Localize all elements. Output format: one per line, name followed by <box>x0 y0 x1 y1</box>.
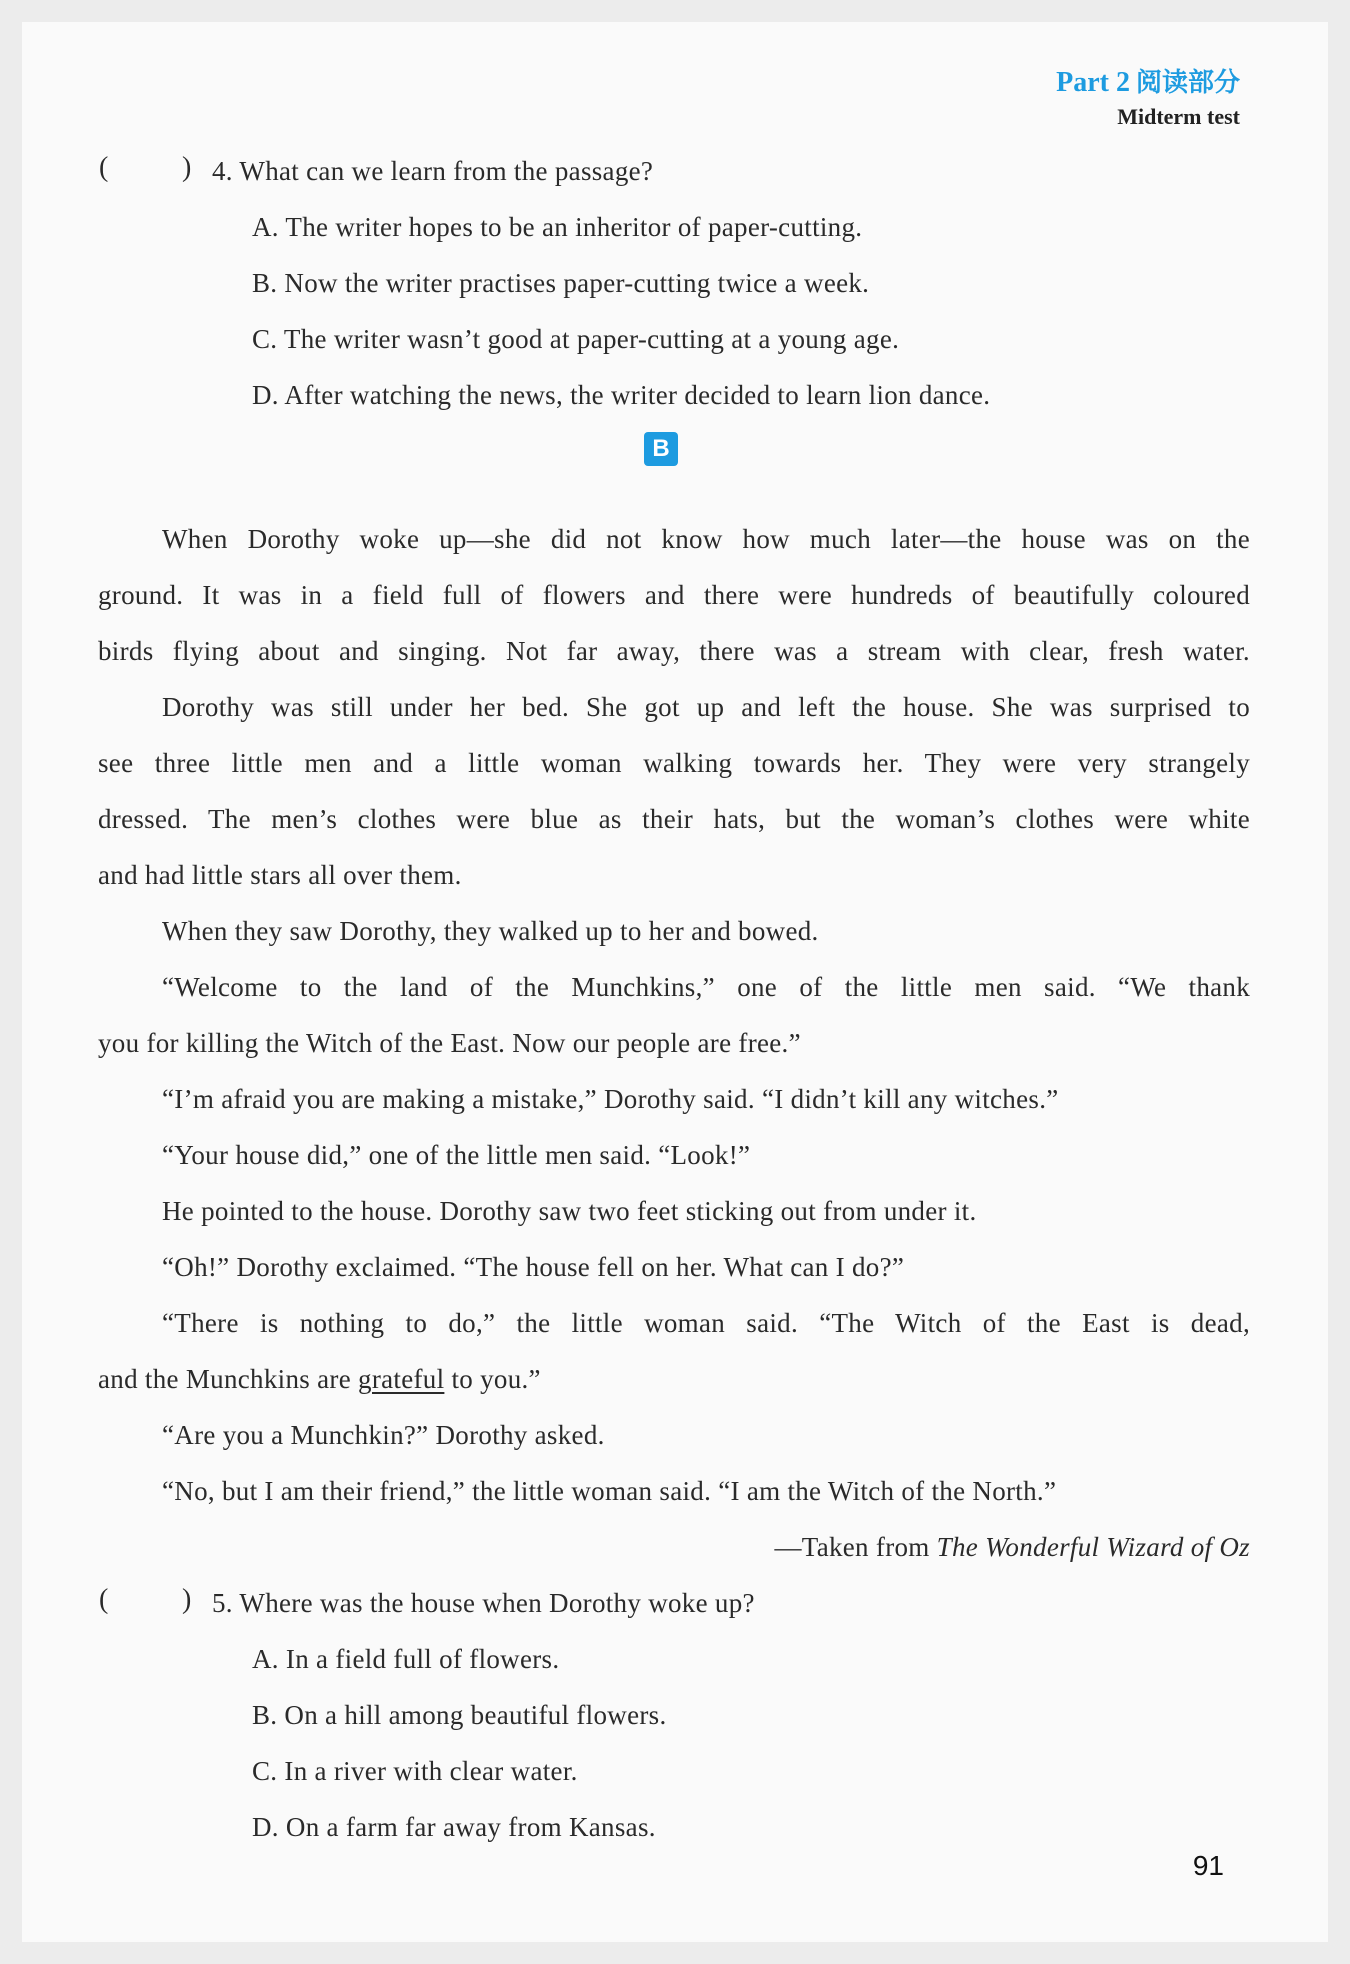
passage-source <box>774 1530 1250 1564</box>
part-label: Part 2 <box>1056 67 1130 98</box>
passage-p9-line1: “There is nothing to do,” the little woman said. “The Witch of the East is dead, <box>162 1308 1250 1338</box>
header-part <box>1056 62 1240 99</box>
source-title: The Wonderful Wizard of Oz <box>936 1532 1250 1562</box>
q5-option-d: D. On a farm far away from Kansas. <box>252 1812 656 1842</box>
q5-option-b: B. On a hill among beautiful flowers. <box>252 1700 667 1730</box>
q5-answer-paren-close: ) <box>182 1584 192 1615</box>
passage-p2-line4: and had little stars all over them. <box>98 860 462 890</box>
passage-p1-line2: ground. It was in a field full of flowers and there were hundreds of beautifully coloured <box>98 580 1250 610</box>
q5-option-a: A. In a field full of flowers. <box>252 1644 560 1674</box>
passage-p9-line2 <box>98 1362 541 1396</box>
p9-line2-pre: and the Munchkins are <box>98 1364 359 1394</box>
q5-option-c: C. In a river with clear water. <box>252 1756 578 1786</box>
passage-p8: “Oh!” Dorothy exclaimed. “The house fell on her. What can I do?” <box>162 1252 905 1282</box>
q4-answer-paren-open: ( <box>99 152 109 183</box>
section-badge: B <box>644 432 678 466</box>
passage-p3: When they saw Dorothy, they walked up to her and bowed. <box>162 916 819 946</box>
passage-p1-line3: birds flying about and singing. Not far away, there was a stream with clear, fresh water. <box>98 636 1250 666</box>
page-number: 91 <box>1192 1850 1224 1881</box>
page <box>22 22 1328 1942</box>
q5-question: 5. Where was the house when Dorothy woke up? <box>212 1588 755 1618</box>
passage-p7: He pointed to the house. Dorothy saw two feet sticking out from under it. <box>162 1196 977 1226</box>
q4-option-a: A. The writer hopes to be an inheritor of paper-cutting. <box>252 212 863 242</box>
passage-p10: “Are you a Munchkin?” Dorothy asked. <box>162 1420 605 1450</box>
passage-p6: “Your house did,” one of the little men said. “Look!” <box>162 1140 751 1170</box>
passage-p2-line1: Dorothy was still under her bed. She got up and left the house. She was surprised to <box>162 692 1250 722</box>
passage-p2-line2: see three little men and a little woman walking towards her. They were very strangely <box>98 748 1250 778</box>
passage-p4-line2: you for killing the Witch of the East. Now our people are free.” <box>98 1028 801 1058</box>
p9-line2-post: to you.” <box>444 1364 541 1394</box>
passage-p5: “I’m afraid you are making a mistake,” Dorothy said. “I didn’t kill any witches.” <box>162 1084 1059 1114</box>
source-prefix: —Taken from <box>774 1532 937 1562</box>
q4-option-c: C. The writer wasn’t good at paper-cutting at a young age. <box>252 324 900 354</box>
part-label-cn: 阅读部分 <box>1135 68 1240 98</box>
passage-p2-line3: dressed. The men’s clothes were blue as their hats, but the woman’s clothes were white <box>98 804 1250 834</box>
q4-question: 4. What can we learn from the passage? <box>212 156 654 186</box>
q4-answer-paren-close: ) <box>182 152 192 183</box>
passage-p4-line1: “Welcome to the land of the Munchkins,” one of the little men said. “We thank <box>162 972 1250 1002</box>
passage-p1-line1: When Dorothy woke up—she did not know how much later—the house was on the <box>162 524 1250 554</box>
passage-p11: “No, but I am their friend,” the little woman said. “I am the Witch of the North.” <box>162 1476 1057 1506</box>
q4-option-d: D. After watching the news, the writer decided to learn lion dance. <box>252 380 991 410</box>
underlined-word-grateful: grateful <box>358 1364 445 1394</box>
q4-option-b: B. Now the writer practises paper-cutting twice a week. <box>252 268 870 298</box>
q5-answer-paren-open: ( <box>99 1584 109 1615</box>
header-subtitle: Midterm test <box>1117 104 1240 129</box>
